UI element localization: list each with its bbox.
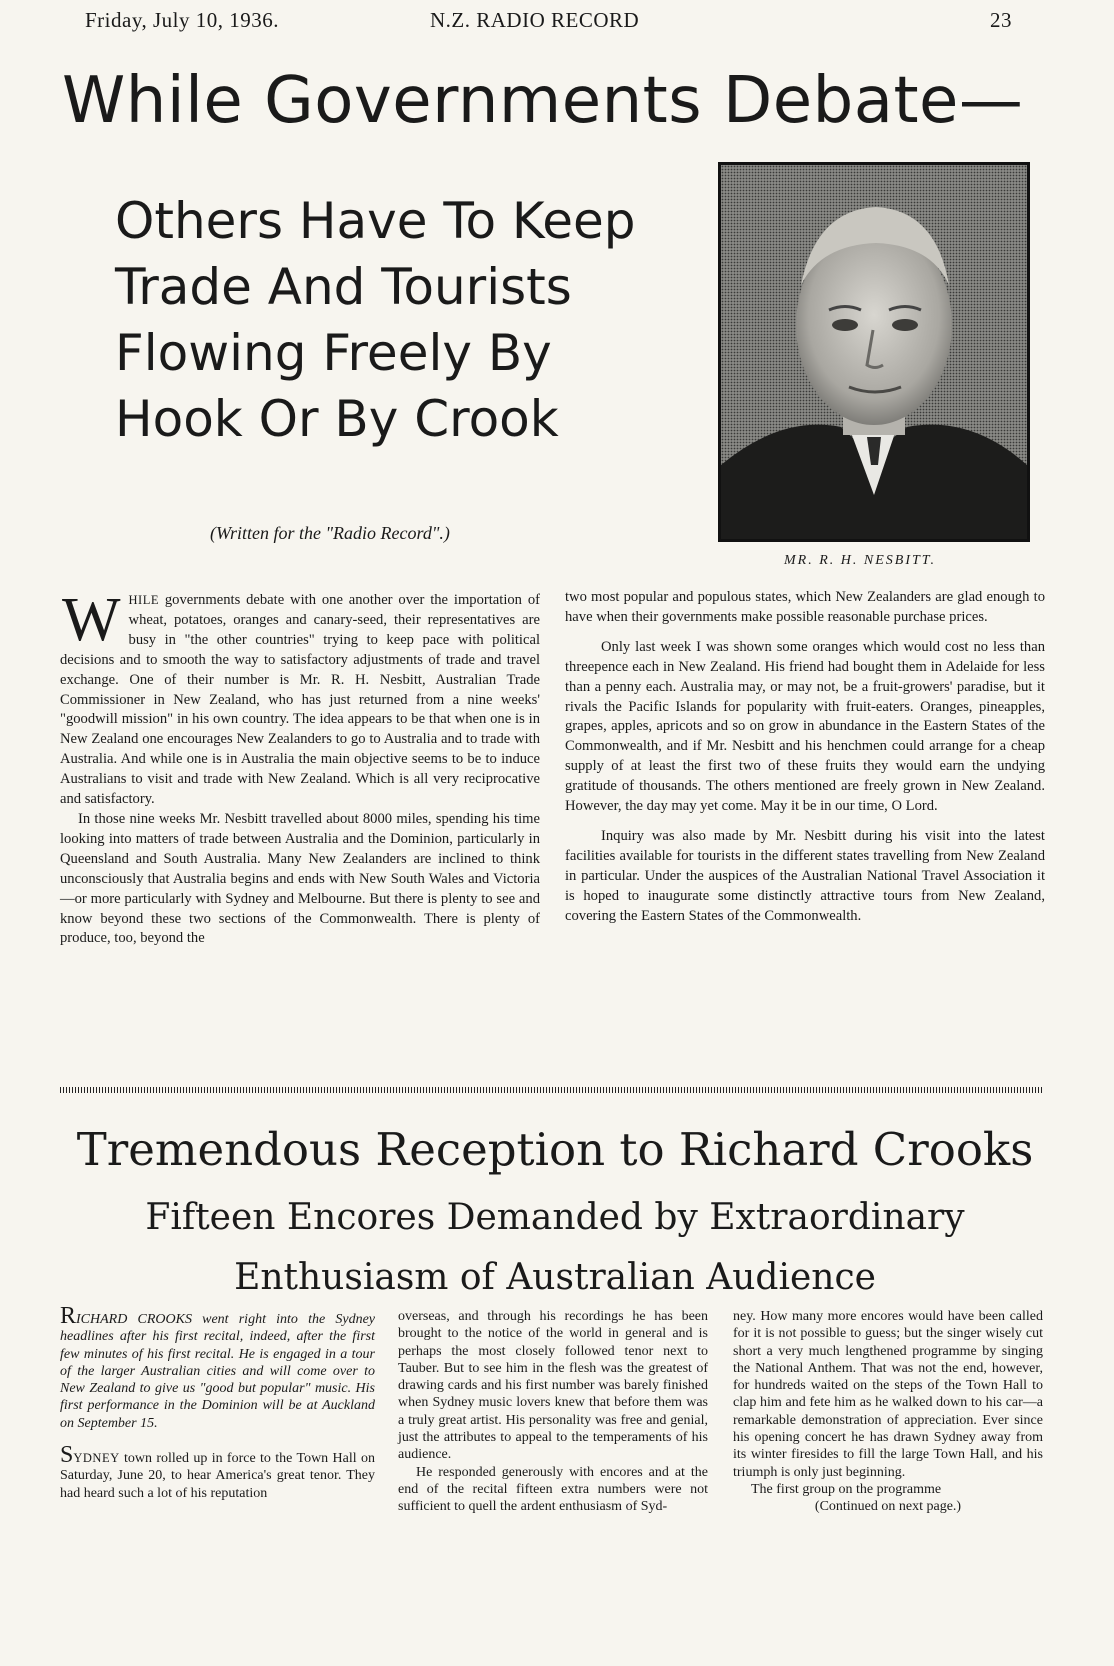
paragraph-text: town rolled up in force to the Town Hall on Saturday, June 20, to hear America's great tenor. They had heard such a lot of his reputation: [60, 1451, 375, 1501]
lead-word: YDNEY: [73, 1451, 120, 1466]
intro-cap: R: [60, 1303, 77, 1329]
issue-date: Friday, July 10, 1936.: [85, 8, 279, 32]
subhead-line: Fifteen Encores Demanded by Extraordinary: [145, 1197, 965, 1238]
paragraph-text: governments debate with one another over the importation of wheat, potatoes, oranges and canary-seed, their representatives are busy in "the other countries" trying to keep pace with political decisions and to smooth the way to satisfactory adjustments of trade and travel exchange. One of their number is Mr. R. H. Nesbitt, Australian Trade Commissioner in New Zealand, who has just returned from a nine weeks' "goodwill mission" in his own country. The idea appears to be that when one is in New Zealand one encourages New Zealanders to go to Australia and to trade with Australia. And while one is in Australia the main objective seems to be to induce Australians to visit and trade with New Zealand. Which is all very reciprocative and satisfactory.: [60, 592, 540, 808]
nesbitt-portrait-photo: [718, 162, 1030, 542]
photo-caption: MR. R. H. NESBITT.: [784, 553, 937, 568]
subhead-line: Others Have To Keep: [115, 192, 636, 250]
subhead-line: Enthusiasm of Australian Audience: [234, 1257, 876, 1298]
article1-column-1: [60, 586, 540, 949]
paragraph: The first group on the programme: [751, 1481, 942, 1497]
page-number: 23: [990, 8, 1012, 32]
section-divider: [60, 1087, 1042, 1093]
paragraph: Inquiry was also made by Mr. Nesbitt during his visit into the latest facilities available for tourists in the different states travelling from New Zealand in particular. Under the auspices of the Australian National Travel Association it is hoped to inaugurate some distinctly attractive tours from New Zealand, covering the Eastern States of the Commonwealth.: [565, 827, 1045, 924]
article2-subhead: [60, 1188, 1050, 1308]
paragraph: In those nine weeks Mr. Nesbitt travelled about 8000 miles, spending his time looking into matters of trade between Australia and the Dominion, particularly in Queensland and South Australia. Many New Zealanders are inclined to think unconsciously that Australia begins and ends with New South Wales and Victoria—or more particularly with Sydney and Melbourne. But there is plenty to see and know beyond these two sections of the Commonwealth. There is plenty of produce, too, beyond the: [60, 810, 540, 947]
intro-paragraph: [60, 1303, 375, 1432]
portrait-image: [721, 165, 1027, 539]
article1-byline: (Written for the "Radio Record".): [210, 523, 450, 543]
paragraph: He responded generously with encores and at the end of the recital fifteen extra numbers were not sufficient to quell the ardent enthusiasm of Syd-: [398, 1464, 708, 1515]
paragraph: [60, 1442, 375, 1502]
intro-text: ICHARD CROOKS went right into the Sydney headlines after his first recital, indeed, after the first few minutes of his first recital. He is engaged in a tour of the larger Australian cities and will come over to New Zealand to give us "good but popular" music. His first performance in the Dominion will be at Auckland on September 15.: [60, 1312, 375, 1431]
article2-column-3: [733, 1308, 1043, 1516]
article1-subhead: [115, 188, 675, 452]
lead-word: HILE: [128, 593, 159, 607]
subhead-line: Flowing Freely By: [115, 324, 552, 382]
paragraph: ney. How many more encores would have been called for it is not possible to guess; but the singer wisely cut short a very much lengthened programme by singing the National Anthem. That was not the end, however, for hundreds waited on the steps of the Town Hall to clap him and fete him as he walked down to his car—a remarkable demonstration of appreciation. Ever since his opening concert he has drawn Sydney away from its winter firesides to fill the large Town Hall, and his triumph is only just beginning.: [733, 1309, 1043, 1480]
article2-column-2: [398, 1308, 708, 1516]
paragraph: two most popular and populous states, which New Zealanders are glad enough to have when their governments make possible reasonable purchase prices.: [565, 589, 1045, 625]
paragraph: overseas, and through his recordings he has been brought to the notice of the world in general and is perhaps the most closely followed tenor next to Tauber. But to see him in the flesh was the greatest of drawing cards and his first number was barely finished when Sydney music lovers knew that before them was a truly great artist. His personality was free and genial, just the attributes to appeal to the temperaments of his audience.: [398, 1309, 708, 1463]
article1-headline: While Governments Debate—: [62, 64, 1024, 138]
article2-column-1: [60, 1303, 375, 1502]
paragraph: [60, 586, 540, 810]
continued-note: (Continued on next page.): [814, 1499, 962, 1515]
paragraph: Only last week I was shown some oranges which would cost no less than threepence each in New Zealand. His friend had bought them in Adelaide for less than a penny each. Australia may, or may not, be a fruit-growers' paradise, but it rivals the Pacific Islands for popularity with fruit-eaters. Oranges, pineapples, grapes, apples, apricots and so on grow in abundance in the Eastern States of the Commonwealth, and if Mr. Nesbitt and his henchmen could arrange for a cheap supply of at least the first two of these fruits they would earn the undying gratitude of thousands. The others mentioned are freely grown in New Zealand. However, the day may yet come. May it be in our time, O Lord.: [565, 638, 1045, 815]
body-cap: S: [60, 1442, 74, 1469]
subhead-line: Hook Or By Crook: [115, 390, 559, 448]
publication-title: N.Z. RADIO RECORD: [430, 8, 640, 32]
drop-cap: W: [62, 586, 121, 654]
subhead-line: Trade And Tourists: [115, 258, 572, 316]
article2-headline: Tremendous Reception to Richard Crooks: [76, 1123, 1034, 1176]
article1-column-2: [565, 588, 1045, 927]
